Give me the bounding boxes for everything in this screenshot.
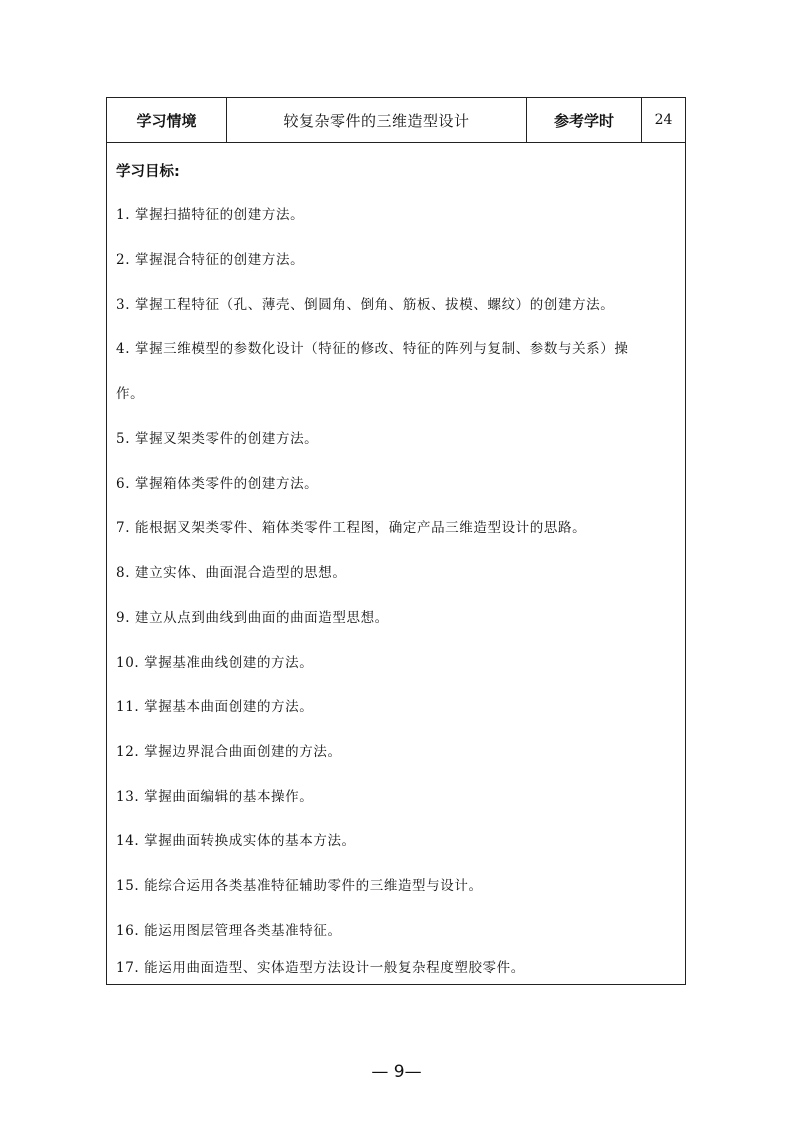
goal-item: 11. 掌握基本曲面创建的方法。 — [116, 699, 314, 715]
goal-item: 7. 能根据叉架类零件、箱体类零件工程图，确定产品三维造型设计的思路。 — [116, 520, 587, 536]
context-label: 学习情境 — [107, 98, 227, 142]
goal-item-continuation: 作。 — [116, 386, 145, 402]
hours-value: 24 — [654, 112, 673, 128]
goal-item: 9. 建立从点到曲线到曲面的曲面造型思想。 — [116, 610, 389, 626]
context-value: 较复杂零件的三维造型设计 — [227, 98, 527, 142]
goal-item: 5. 掌握叉架类零件的创建方法。 — [116, 431, 319, 447]
goal-item: 6. 掌握箱体类零件的创建方法。 — [116, 476, 319, 492]
goal-item: 16. 能运用图层管理各类基准特征。 — [116, 923, 342, 939]
goal-item: 12. 掌握边界混合曲面创建的方法。 — [116, 744, 342, 760]
goal-item: 10. 掌握基准曲线创建的方法。 — [116, 655, 314, 671]
learning-context-table — [106, 97, 686, 985]
goal-item: 2. 掌握混合特征的创建方法。 — [116, 252, 305, 268]
goal-item: 14. 掌握曲面转换成实体的基本方法。 — [116, 833, 356, 849]
goal-item: 15. 能综合运用各类基准特征辅助零件的三维造型与设计。 — [116, 878, 483, 894]
hours-label: 参考学时 — [527, 98, 642, 142]
goal-item: 1. 掌握扫描特征的创建方法。 — [116, 207, 305, 223]
goal-item: 13. 掌握曲面编辑的基本操作。 — [116, 789, 314, 805]
goals-title: 学习目标: — [116, 164, 180, 180]
table-header-row — [107, 98, 685, 143]
goal-item: 4. 掌握三维模型的参数化设计（特征的修改、特征的阵列与复制、参数与关系）操 — [116, 341, 629, 357]
goal-item: 8. 建立实体、曲面混合造型的思想。 — [116, 565, 347, 581]
page-number: — 9— — [371, 1062, 422, 1082]
goal-item: 3. 掌握工程特征（孔、薄壳、倒圆角、倒角、筋板、拔模、螺纹）的创建方法。 — [116, 297, 615, 313]
goal-item-last: 17. 能运用曲面造型、实体造型方法设计一般复杂程度塑胶零件。 — [116, 960, 525, 976]
